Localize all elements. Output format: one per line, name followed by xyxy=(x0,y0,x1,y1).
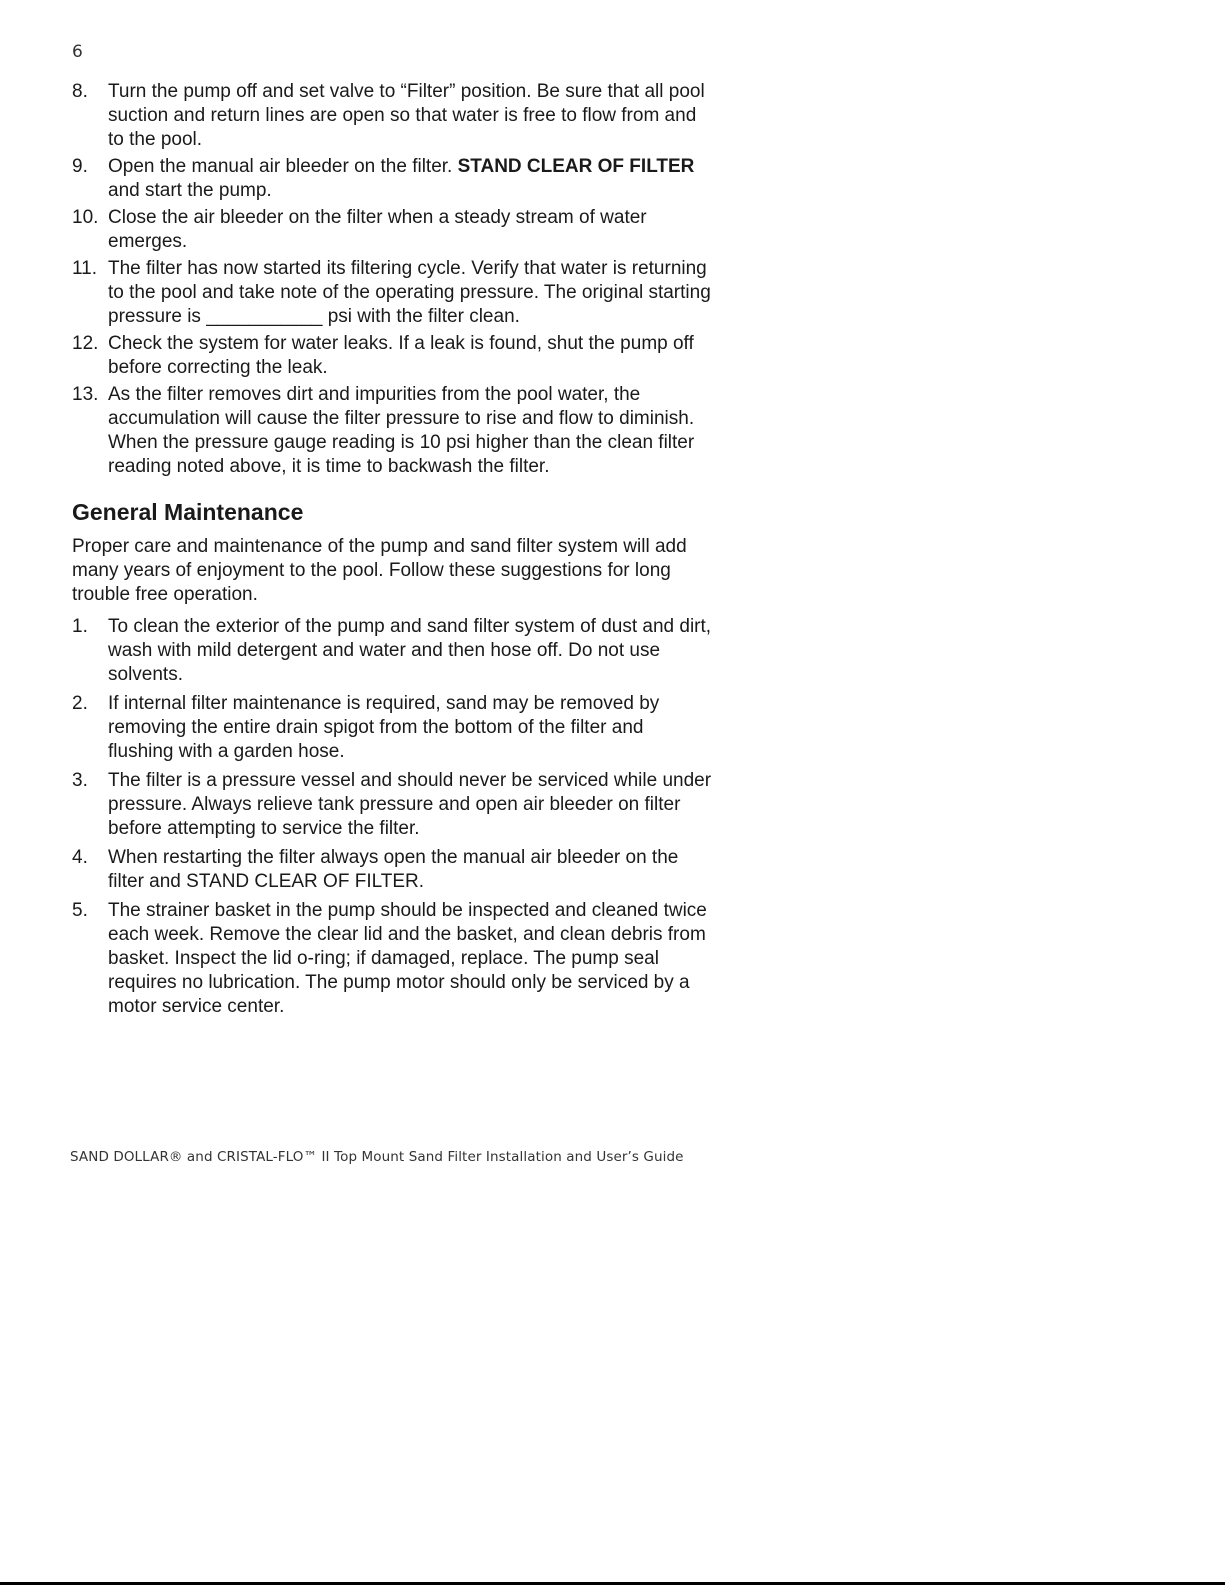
step-number: 8. xyxy=(72,81,88,102)
step-text: The filter has now started its filtering cycle. Verify that water is returning to the pool and take note of the operating pressure. The original starting pressure is ___________ psi with the filter clean. xyxy=(108,258,711,327)
step-number: 11. xyxy=(72,258,98,279)
list-item xyxy=(72,899,712,1019)
step-number: 9. xyxy=(72,156,88,177)
step-text: and start the pump. xyxy=(108,180,272,201)
warning-text: STAND CLEAR OF FILTER xyxy=(457,156,695,177)
section-intro: Proper care and maintenance of the pump and sand filter system will add many years of enjoyment to the pool. Follow these suggestions for long trouble free operation. xyxy=(72,536,687,605)
list-item xyxy=(72,383,712,479)
item-text: The strainer basket in the pump should be inspected and cleaned twice each week. Remove the clear lid and the basket, and clean debris from basket. Inspect the lid o-ring; if damaged, replace. The pump seal requires no lubrication. The pump motor should only be serviced by a motor service center. xyxy=(108,900,707,1017)
item-number: 4. xyxy=(72,847,88,868)
step-text: Close the air bleeder on the filter when a steady stream of water emerges. xyxy=(108,207,647,252)
list-item xyxy=(72,80,712,152)
item-number: 5. xyxy=(72,900,88,921)
list-item xyxy=(72,769,712,841)
list-item xyxy=(72,332,712,380)
step-text: As the filter removes dirt and impurities from the pool water, the accumulation will cause the filter pressure to rise and flow to diminish. When the pressure gauge reading is 10 psi higher than the clean filter reading noted above, it is time to backwash the filter. xyxy=(108,384,695,477)
list-item xyxy=(72,846,712,894)
item-text: When restarting the filter always open the manual air bleeder on the filter and STAND CLEAR OF FILTER. xyxy=(108,847,679,892)
list-item xyxy=(72,615,712,687)
page-number: 6 xyxy=(72,42,83,62)
step-number: 10. xyxy=(72,207,99,228)
list-item xyxy=(72,692,712,764)
item-text: If internal filter maintenance is required, sand may be removed by removing the entire drain spigot from the bottom of the filter and flushing with a garden hose. xyxy=(108,693,660,762)
list-item xyxy=(72,257,712,329)
step-text: Turn the pump off and set valve to “Filter” position. Be sure that all pool suction and return lines are open so that water is free to flow from and to the pool. xyxy=(108,81,705,150)
item-number: 2. xyxy=(72,693,88,714)
step-number: 13. xyxy=(72,384,99,405)
item-text: The filter is a pressure vessel and should never be serviced while under pressure. Always relieve tank pressure and open air bleeder on filter before attempting to service the filter. xyxy=(108,770,712,839)
startup-steps-list xyxy=(72,80,712,479)
step-number: 12. xyxy=(72,333,99,354)
step-text: Open the manual air bleeder on the filter. xyxy=(108,156,458,177)
step-text: Check the system for water leaks. If a leak is found, shut the pump off before correcting the leak. xyxy=(108,333,694,378)
list-item xyxy=(72,206,712,254)
maintenance-list xyxy=(72,615,712,1019)
item-number: 1. xyxy=(72,616,88,637)
item-text: To clean the exterior of the pump and sand filter system of dust and dirt, wash with mild detergent and water and then hose off. Do not use solvents. xyxy=(108,616,712,685)
section-heading: General Maintenance xyxy=(72,499,304,525)
page-footer: SAND DOLLAR® and CRISTAL-FLO™ II Top Mount Sand Filter Installation and User’s Guide xyxy=(70,1149,684,1165)
list-item xyxy=(72,155,712,203)
page-content xyxy=(72,80,712,1024)
item-number: 3. xyxy=(72,770,88,791)
